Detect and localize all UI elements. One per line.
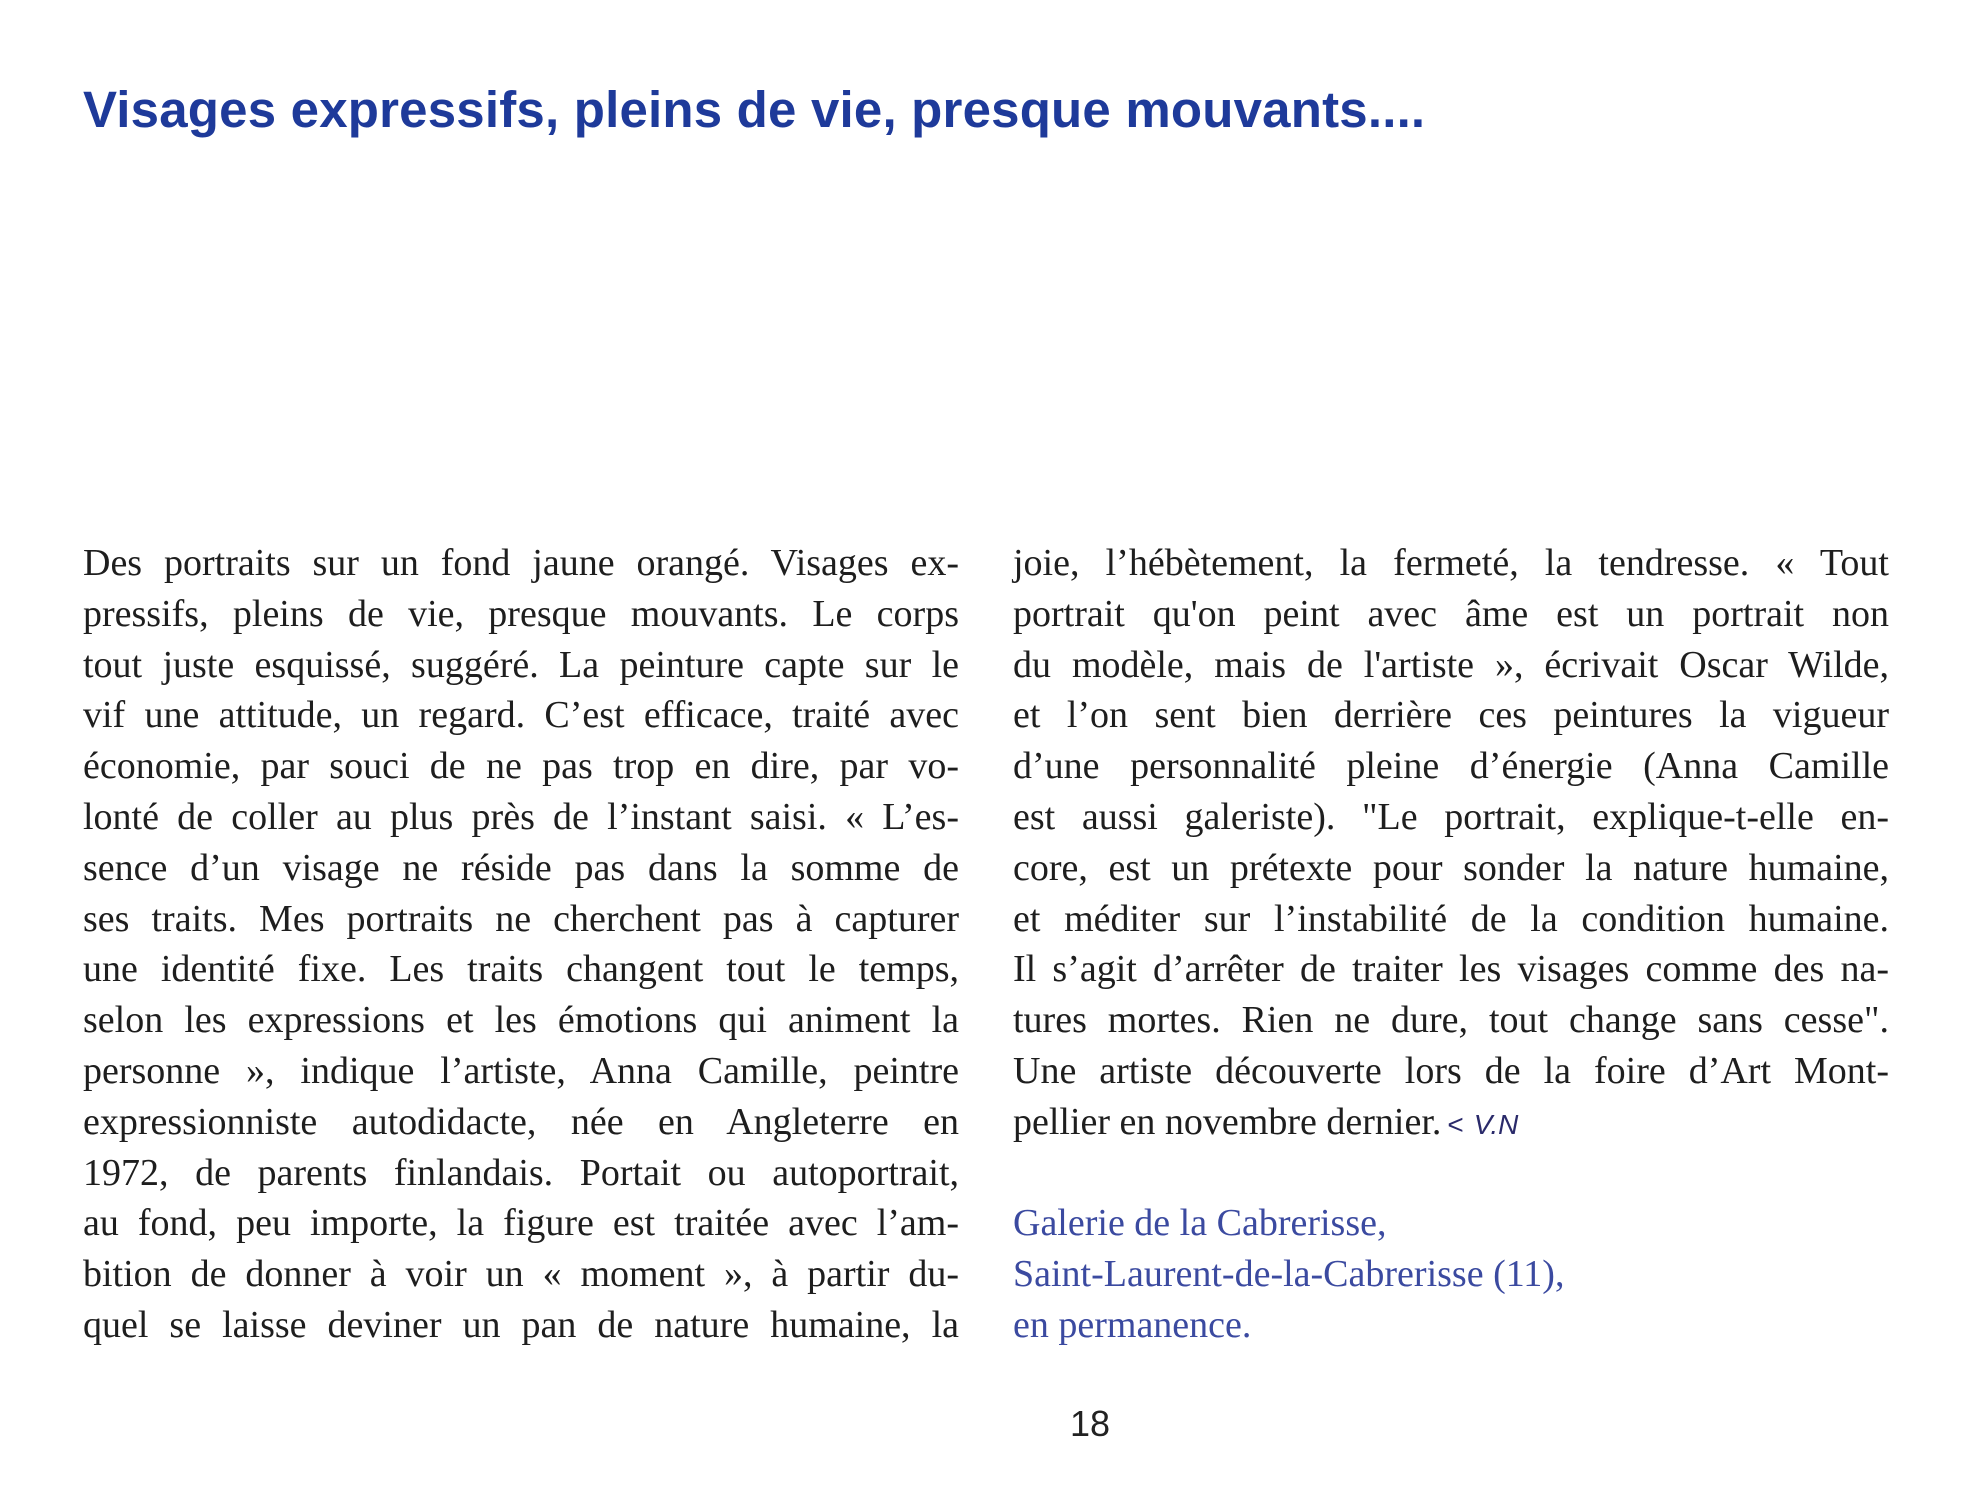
text-line: Des portraits sur un fond jaune orangé. Visages ex- — [83, 542, 959, 584]
text-line: sence d’un visage ne réside pas dans la somme de — [83, 846, 959, 889]
article-right-column — [1013, 538, 1889, 1148]
text-line: personne », indique l’artiste, Anna Camille, peintre — [83, 1049, 959, 1092]
article-left-column — [83, 538, 959, 1351]
page-title: Visages expressifs, pleins de vie, presque mouvants.... — [83, 81, 1426, 138]
text-line: est aussi galeriste). "Le portrait, explique-t-elle en- — [1013, 795, 1889, 838]
venue-location: Saint-Laurent-de-la-Cabrerisse (11), — [1013, 1252, 1565, 1295]
text-line: économie, par souci de ne pas trop en dire, par vo- — [83, 745, 959, 788]
text-line: portrait qu'on peint avec âme est un portrait non — [1013, 592, 1889, 635]
text-line: vif une attitude, un regard. C’est efficace, traité avec — [83, 694, 959, 737]
text-line: joie, l’hébètement, la fermeté, la tendresse. « Tout — [1013, 542, 1889, 584]
text-line: tures mortes. Rien ne dure, tout change sans cesse". — [1013, 999, 1889, 1042]
text-line: et l’on sent bien derrière ces peintures la vigueur — [1013, 694, 1889, 737]
page-number: 18 — [1069, 1403, 1111, 1444]
text-line: et méditer sur l’instabilité de la condition humaine. — [1013, 897, 1889, 940]
text-line: selon les expressions et les émotions qui animent la — [83, 999, 959, 1042]
text-line: lonté de coller au plus près de l’instant saisi. « L’es- — [83, 795, 959, 838]
text-line: bition de donner à voir un « moment », à partir du- — [83, 1253, 959, 1296]
text-line: pressifs, pleins de vie, presque mouvants. Le corps — [83, 592, 959, 635]
text-line: du modèle, mais de l'artiste », écrivait Oscar Wilde, — [1013, 643, 1889, 686]
text-line: une identité fixe. Les traits changent tout le temps, — [83, 948, 959, 991]
text-line: ses traits. Mes portraits ne cherchent pas à capturer — [83, 897, 959, 940]
venue-dates: en permanence. — [1013, 1303, 1252, 1346]
text-line: pellier en novembre dernier. — [1013, 1100, 1442, 1143]
signature-mark: < — [1447, 1108, 1464, 1140]
text-line-with-signature — [1013, 1097, 1889, 1148]
text-line: Une artiste découverte lors de la foire d’Art Mont- — [1013, 1049, 1889, 1092]
text-line: tout juste esquissé, suggéré. La peinture capte sur le — [83, 643, 959, 686]
text-line: Il s’agit d’arrêter de traiter les visages comme des na- — [1013, 948, 1889, 991]
text-line: 1972, de parents finlandais. Portait ou autoportrait, — [83, 1151, 959, 1194]
venue-info — [1013, 1198, 1564, 1350]
text-line: expressionniste autodidacte, née en Angleterre en — [83, 1100, 959, 1143]
author-signature: V.N — [1473, 1108, 1519, 1140]
text-line: quel se laisse deviner un pan de nature humaine, la — [83, 1303, 959, 1346]
text-line: core, est un prétexte pour sonder la nature humaine, — [1013, 846, 1889, 889]
text-line: au fond, peu importe, la figure est traitée avec l’am- — [83, 1202, 959, 1245]
text-line: d’une personnalité pleine d’énergie (Anna Camille — [1013, 745, 1889, 788]
venue-name: Galerie de la Cabrerisse, — [1013, 1202, 1387, 1244]
